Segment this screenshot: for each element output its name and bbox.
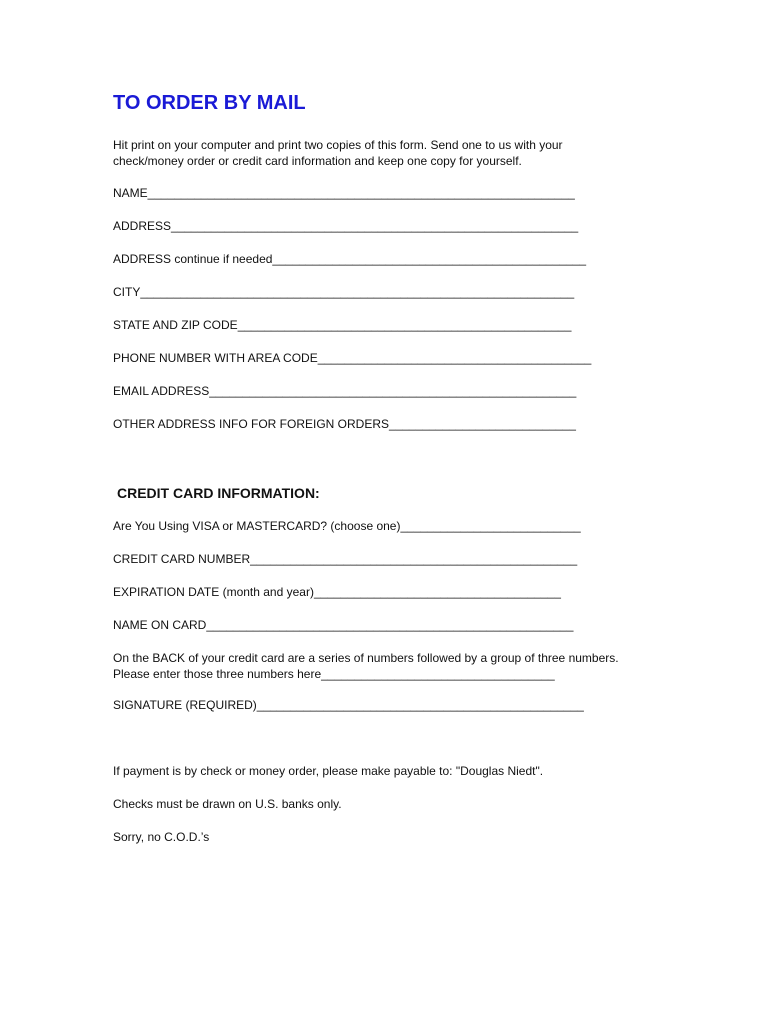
security-code-instruction: On the BACK of your credit card are a series of numbers followed by a group of three numbers. (113, 651, 619, 665)
email-field[interactable]: EMAIL ADDRESS_______________________________________________________ (113, 384, 577, 398)
payable-note: If payment is by check or money order, please make payable to: "Douglas Niedt". (113, 764, 544, 778)
card-type-field[interactable]: Are You Using VISA or MASTERCARD? (choose one)___________________________ (113, 519, 581, 533)
address-continue-field[interactable]: ADDRESS continue if needed_______________________________________________ (113, 252, 587, 266)
credit-card-heading: CREDIT CARD INFORMATION: (117, 485, 320, 501)
security-code-paragraph (113, 651, 619, 682)
intro-line-1: Hit print on your computer and print two copies of this form. Send one to us with your (113, 138, 563, 152)
us-banks-note: Checks must be drawn on U.S. banks only. (113, 797, 342, 811)
security-code-field[interactable]: Please enter those three numbers here___________________________________ (113, 666, 555, 681)
card-number-field[interactable]: CREDIT CARD NUMBER_________________________________________________ (113, 552, 578, 566)
phone-field[interactable]: PHONE NUMBER WITH AREA CODE_________________________________________ (113, 351, 592, 365)
no-cod-note: Sorry, no C.O.D.’s (113, 830, 210, 844)
address-field[interactable]: ADDRESS_____________________________________________________________ (113, 219, 579, 233)
signature-field[interactable]: SIGNATURE (REQUIRED)_________________________________________________ (113, 698, 584, 712)
intro-paragraph (113, 138, 633, 169)
name-on-card-field[interactable]: NAME ON CARD_______________________________________________________ (113, 618, 574, 632)
expiration-field[interactable]: EXPIRATION DATE (month and year)_____________________________________ (113, 585, 561, 599)
other-address-field[interactable]: OTHER ADDRESS INFO FOR FOREIGN ORDERS____________________________ (113, 417, 576, 431)
city-field[interactable]: CITY_________________________________________________________________ (113, 285, 575, 299)
state-zip-field[interactable]: STATE AND ZIP CODE__________________________________________________ (113, 318, 572, 332)
name-field[interactable]: NAME________________________________________________________________ (113, 186, 575, 200)
page-title: TO ORDER BY MAIL (113, 92, 306, 114)
intro-line-2: check/money order or credit card information and keep one copy for yourself. (113, 153, 522, 168)
